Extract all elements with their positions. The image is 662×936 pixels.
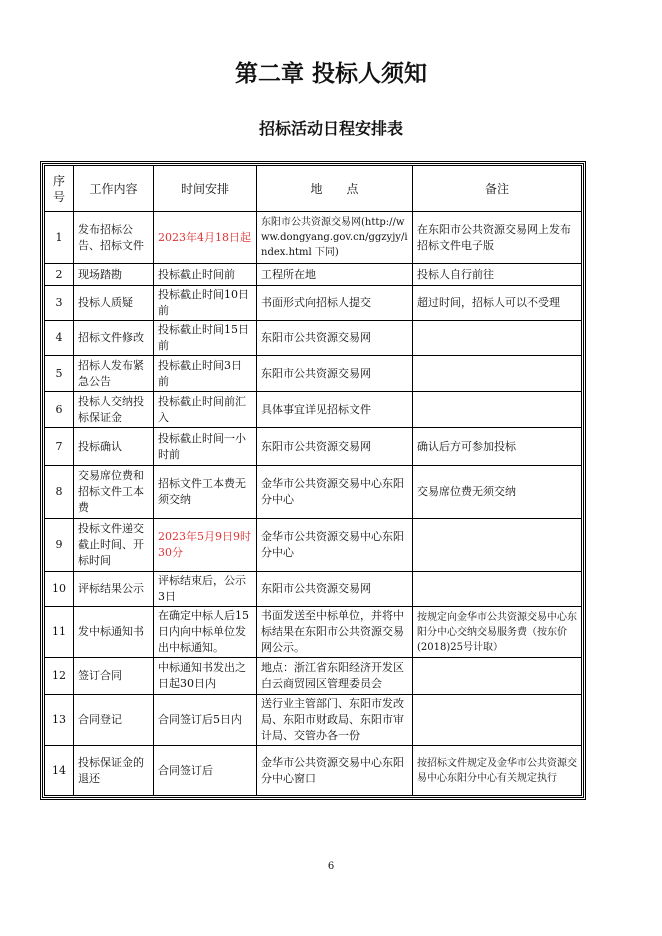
cell-note xyxy=(413,321,582,356)
cell-task: 投标确认 xyxy=(74,428,154,466)
cell-note: 交易席位费无须交纳 xyxy=(413,466,582,519)
table-row xyxy=(45,212,582,264)
cell-no: 4 xyxy=(45,321,74,356)
table-row xyxy=(45,607,582,658)
cell-note: 在东阳市公共资源交易网上发布招标文件电子版 xyxy=(413,212,582,264)
schedule-table-frame xyxy=(40,161,586,800)
cell-no: 7 xyxy=(45,428,74,466)
table-row xyxy=(45,286,582,321)
cell-note xyxy=(413,695,582,746)
cell-note xyxy=(413,658,582,695)
cell-task: 评标结果公示 xyxy=(74,572,154,607)
header-note: 备注 xyxy=(413,166,582,212)
cell-task: 现场踏勘 xyxy=(74,264,154,286)
chapter-title: 第二章 投标人须知 xyxy=(234,61,427,87)
cell-time: 投标截止时间10日前 xyxy=(154,286,257,321)
cell-time: 中标通知书发出之日起30日内 xyxy=(154,658,257,695)
table-row xyxy=(45,392,582,428)
cell-no: 5 xyxy=(45,356,74,392)
table-row xyxy=(45,695,582,746)
header-place: 地 点 xyxy=(257,166,413,212)
cell-note: 按招标文件规定及金华市公共资源交易中心东阳分中心有关规定执行 xyxy=(413,746,582,796)
cell-note: 按规定向金华市公共资源交易中心东阳分中心交纳交易服务费（按东价(2018)25号计取） xyxy=(413,607,582,658)
header-time: 时间安排 xyxy=(154,166,257,212)
cell-place: 金华市公共资源交易中心东阳分中心窗口 xyxy=(257,746,413,796)
cell-note xyxy=(413,356,582,392)
cell-place: 地点：浙江省东阳经济开发区白云商贸园区管理委员会 xyxy=(257,658,413,695)
cell-task: 发中标通知书 xyxy=(74,607,154,658)
table-row xyxy=(45,519,582,572)
cell-task: 投标文件递交截止时间、开标时间 xyxy=(74,519,154,572)
cell-no: 1 xyxy=(45,212,74,264)
table-title: 招标活动日程安排表 xyxy=(258,119,403,138)
cell-task: 投标人质疑 xyxy=(74,286,154,321)
table-row xyxy=(45,466,582,519)
cell-time: 投标截止时间前 xyxy=(154,264,257,286)
table-row xyxy=(45,572,582,607)
cell-no: 13 xyxy=(45,695,74,746)
table-row xyxy=(45,264,582,286)
cell-note: 确认后方可参加投标 xyxy=(413,428,582,466)
header-task: 工作内容 xyxy=(74,166,154,212)
cell-no: 8 xyxy=(45,466,74,519)
cell-time: 招标文件工本费无须交纳 xyxy=(154,466,257,519)
cell-time: 投标截止时间15日前 xyxy=(154,321,257,356)
cell-time: 2023年4月18日起 xyxy=(154,212,257,264)
cell-place: 金华市公共资源交易中心东阳分中心 xyxy=(257,466,413,519)
cell-place: 东阳市公共资源交易网 xyxy=(257,321,413,356)
cell-place: 东阳市公共资源交易网(http://www.dongyang.gov.cn/ggzyjy/index.html 下同) xyxy=(257,212,413,264)
cell-no: 3 xyxy=(45,286,74,321)
cell-time: 投标截止时间一小时前 xyxy=(154,428,257,466)
cell-time: 评标结束后，公示3日 xyxy=(154,572,257,607)
cell-task: 交易席位费和招标文件工本费 xyxy=(74,466,154,519)
table-row xyxy=(45,356,582,392)
cell-task: 合同登记 xyxy=(74,695,154,746)
cell-place: 具体事宜详见招标文件 xyxy=(257,392,413,428)
cell-place: 书面形式向招标人提交 xyxy=(257,286,413,321)
cell-time: 在确定中标人后15日内向中标单位发出中标通知。 xyxy=(154,607,257,658)
cell-place: 东阳市公共资源交易网 xyxy=(257,356,413,392)
page-number: 6 xyxy=(327,861,335,872)
cell-no: 12 xyxy=(45,658,74,695)
cell-place: 工程所在地 xyxy=(257,264,413,286)
table-header-row xyxy=(45,166,582,212)
cell-place: 送行业主管部门、东阳市发改局、东阳市财政局、东阳市审计局、交管办各一份 xyxy=(257,695,413,746)
cell-time: 投标截止时间前汇入 xyxy=(154,392,257,428)
cell-task: 投标保证金的退还 xyxy=(74,746,154,796)
cell-note xyxy=(413,572,582,607)
cell-time: 合同签订后 xyxy=(154,746,257,796)
cell-place: 东阳市公共资源交易网 xyxy=(257,572,413,607)
table-row xyxy=(45,321,582,356)
cell-no: 14 xyxy=(45,746,74,796)
cell-time: 投标截止时间3日前 xyxy=(154,356,257,392)
table-row xyxy=(45,428,582,466)
cell-time: 2023年5月9日9时30分 xyxy=(154,519,257,572)
cell-note xyxy=(413,392,582,428)
header-seq: 序号 xyxy=(45,166,74,212)
cell-no: 2 xyxy=(45,264,74,286)
cell-note xyxy=(413,519,582,572)
cell-task: 发布招标公告、招标文件 xyxy=(74,212,154,264)
schedule-table xyxy=(44,165,582,796)
cell-time: 合同签订后5日内 xyxy=(154,695,257,746)
cell-place: 金华市公共资源交易中心东阳分中心 xyxy=(257,519,413,572)
cell-note: 投标人自行前往 xyxy=(413,264,582,286)
cell-task: 签订合同 xyxy=(74,658,154,695)
cell-task: 招标文件修改 xyxy=(74,321,154,356)
cell-note: 超过时间，招标人可以不受理 xyxy=(413,286,582,321)
cell-task: 投标人交纳投标保证金 xyxy=(74,392,154,428)
table-row xyxy=(45,746,582,796)
cell-no: 6 xyxy=(45,392,74,428)
cell-no: 9 xyxy=(45,519,74,572)
cell-no: 11 xyxy=(45,607,74,658)
table-row xyxy=(45,658,582,695)
cell-task: 招标人发布紧急公告 xyxy=(74,356,154,392)
cell-place: 东阳市公共资源交易网 xyxy=(257,428,413,466)
cell-place: 书面发送至中标单位，并将中标结果在东阳市公共资源交易网公示。 xyxy=(257,607,413,658)
cell-no: 10 xyxy=(45,572,74,607)
